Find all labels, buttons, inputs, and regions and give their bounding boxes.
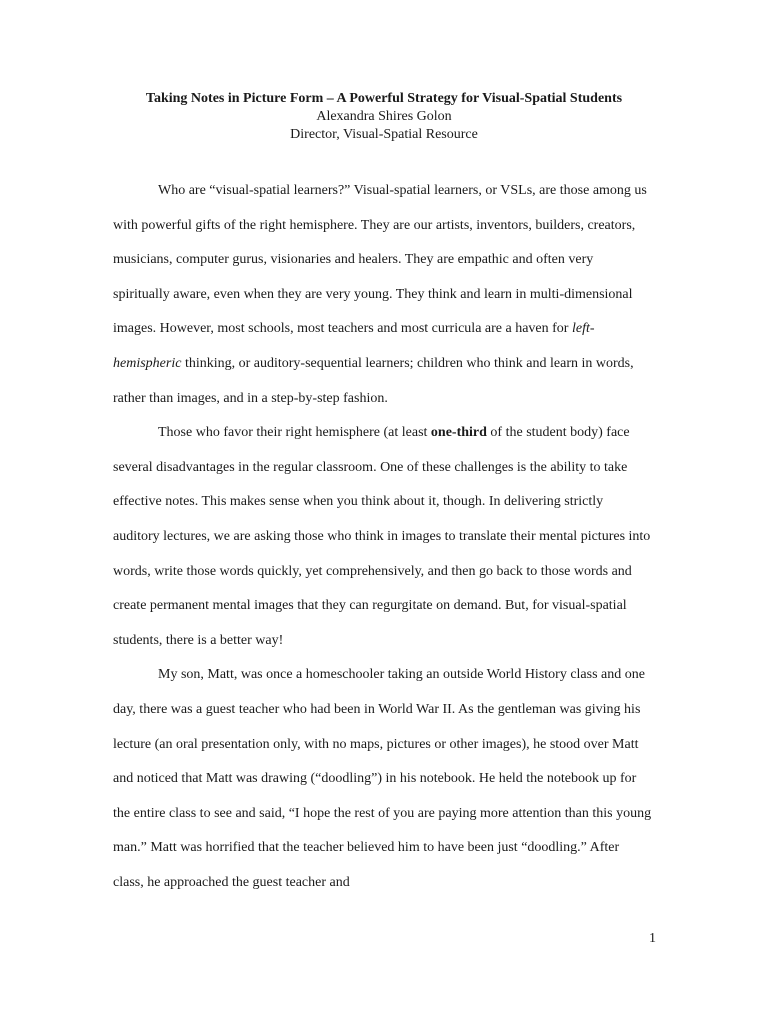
paragraph-1 (113, 174, 653, 416)
page-number: 1 (649, 931, 656, 946)
document-header (0, 90, 768, 144)
paragraph-3: My son, Matt, was once a homeschooler taking an outside World History class and one day, there was a guest teacher who had been in World War II. As the gentleman was giving his lecture (an oral presentation only, with no maps, pictures or other images), he stood over Matt and noticed that Matt was drawing (“doodling”) in his notebook. He held the notebook up for the entire class to see and said, “I hope the rest of you are paying more attention than this young man.” Matt was horrified that the teacher believed him to have been just “doodling.” After class, he approached the guest teacher and (113, 667, 652, 890)
paragraph-1-text-b: thinking, or auditory-sequential learners; children who think and learn in words, rather than images, and in a step-by-step fashion. (113, 355, 634, 406)
bold-one-third: one-third (430, 425, 487, 441)
author-name: Alexandra Shires Golon (316, 109, 452, 124)
author-affiliation: Director, Visual-Spatial Resource (290, 127, 478, 142)
paragraph-1-text-a: Who are “visual-spatial learners?” Visual-spatial learners, or VSLs, are those among us with powerful gifts of the right hemisphere. They are our artists, inventors, builders, creators, musicians, computer gurus, visionaries and healers. They are empathic and often very spiritually aware, even when they are very young. They think and learn in multi-dimensional images. However, most schools, most teachers and most curricula are a haven for (113, 183, 647, 337)
paragraph-2-text-a: Those who favor their right hemisphere (at least (158, 425, 431, 441)
document-title: Taking Notes in Picture Form – A Powerful Strategy for Visual-Spatial Students (145, 91, 623, 106)
paragraph-2 (113, 416, 653, 658)
paragraph-2-text-b: of the student body) face several disadvantages in the regular classroom. One of these challenges is the ability to take effective notes. This makes sense when you think about it, though. In delivering strictly auditory lectures, we are asking those who think in images to translate their mental pictures into words, write those words quickly, yet comprehensively, and then go back to those words and create permanent mental images that they can regurgitate on demand. But, for visual-spatial students, there is a better way! (113, 425, 651, 648)
document-body (113, 174, 653, 900)
emphasis-left-hemispheric: left-hemispheric (113, 321, 595, 371)
